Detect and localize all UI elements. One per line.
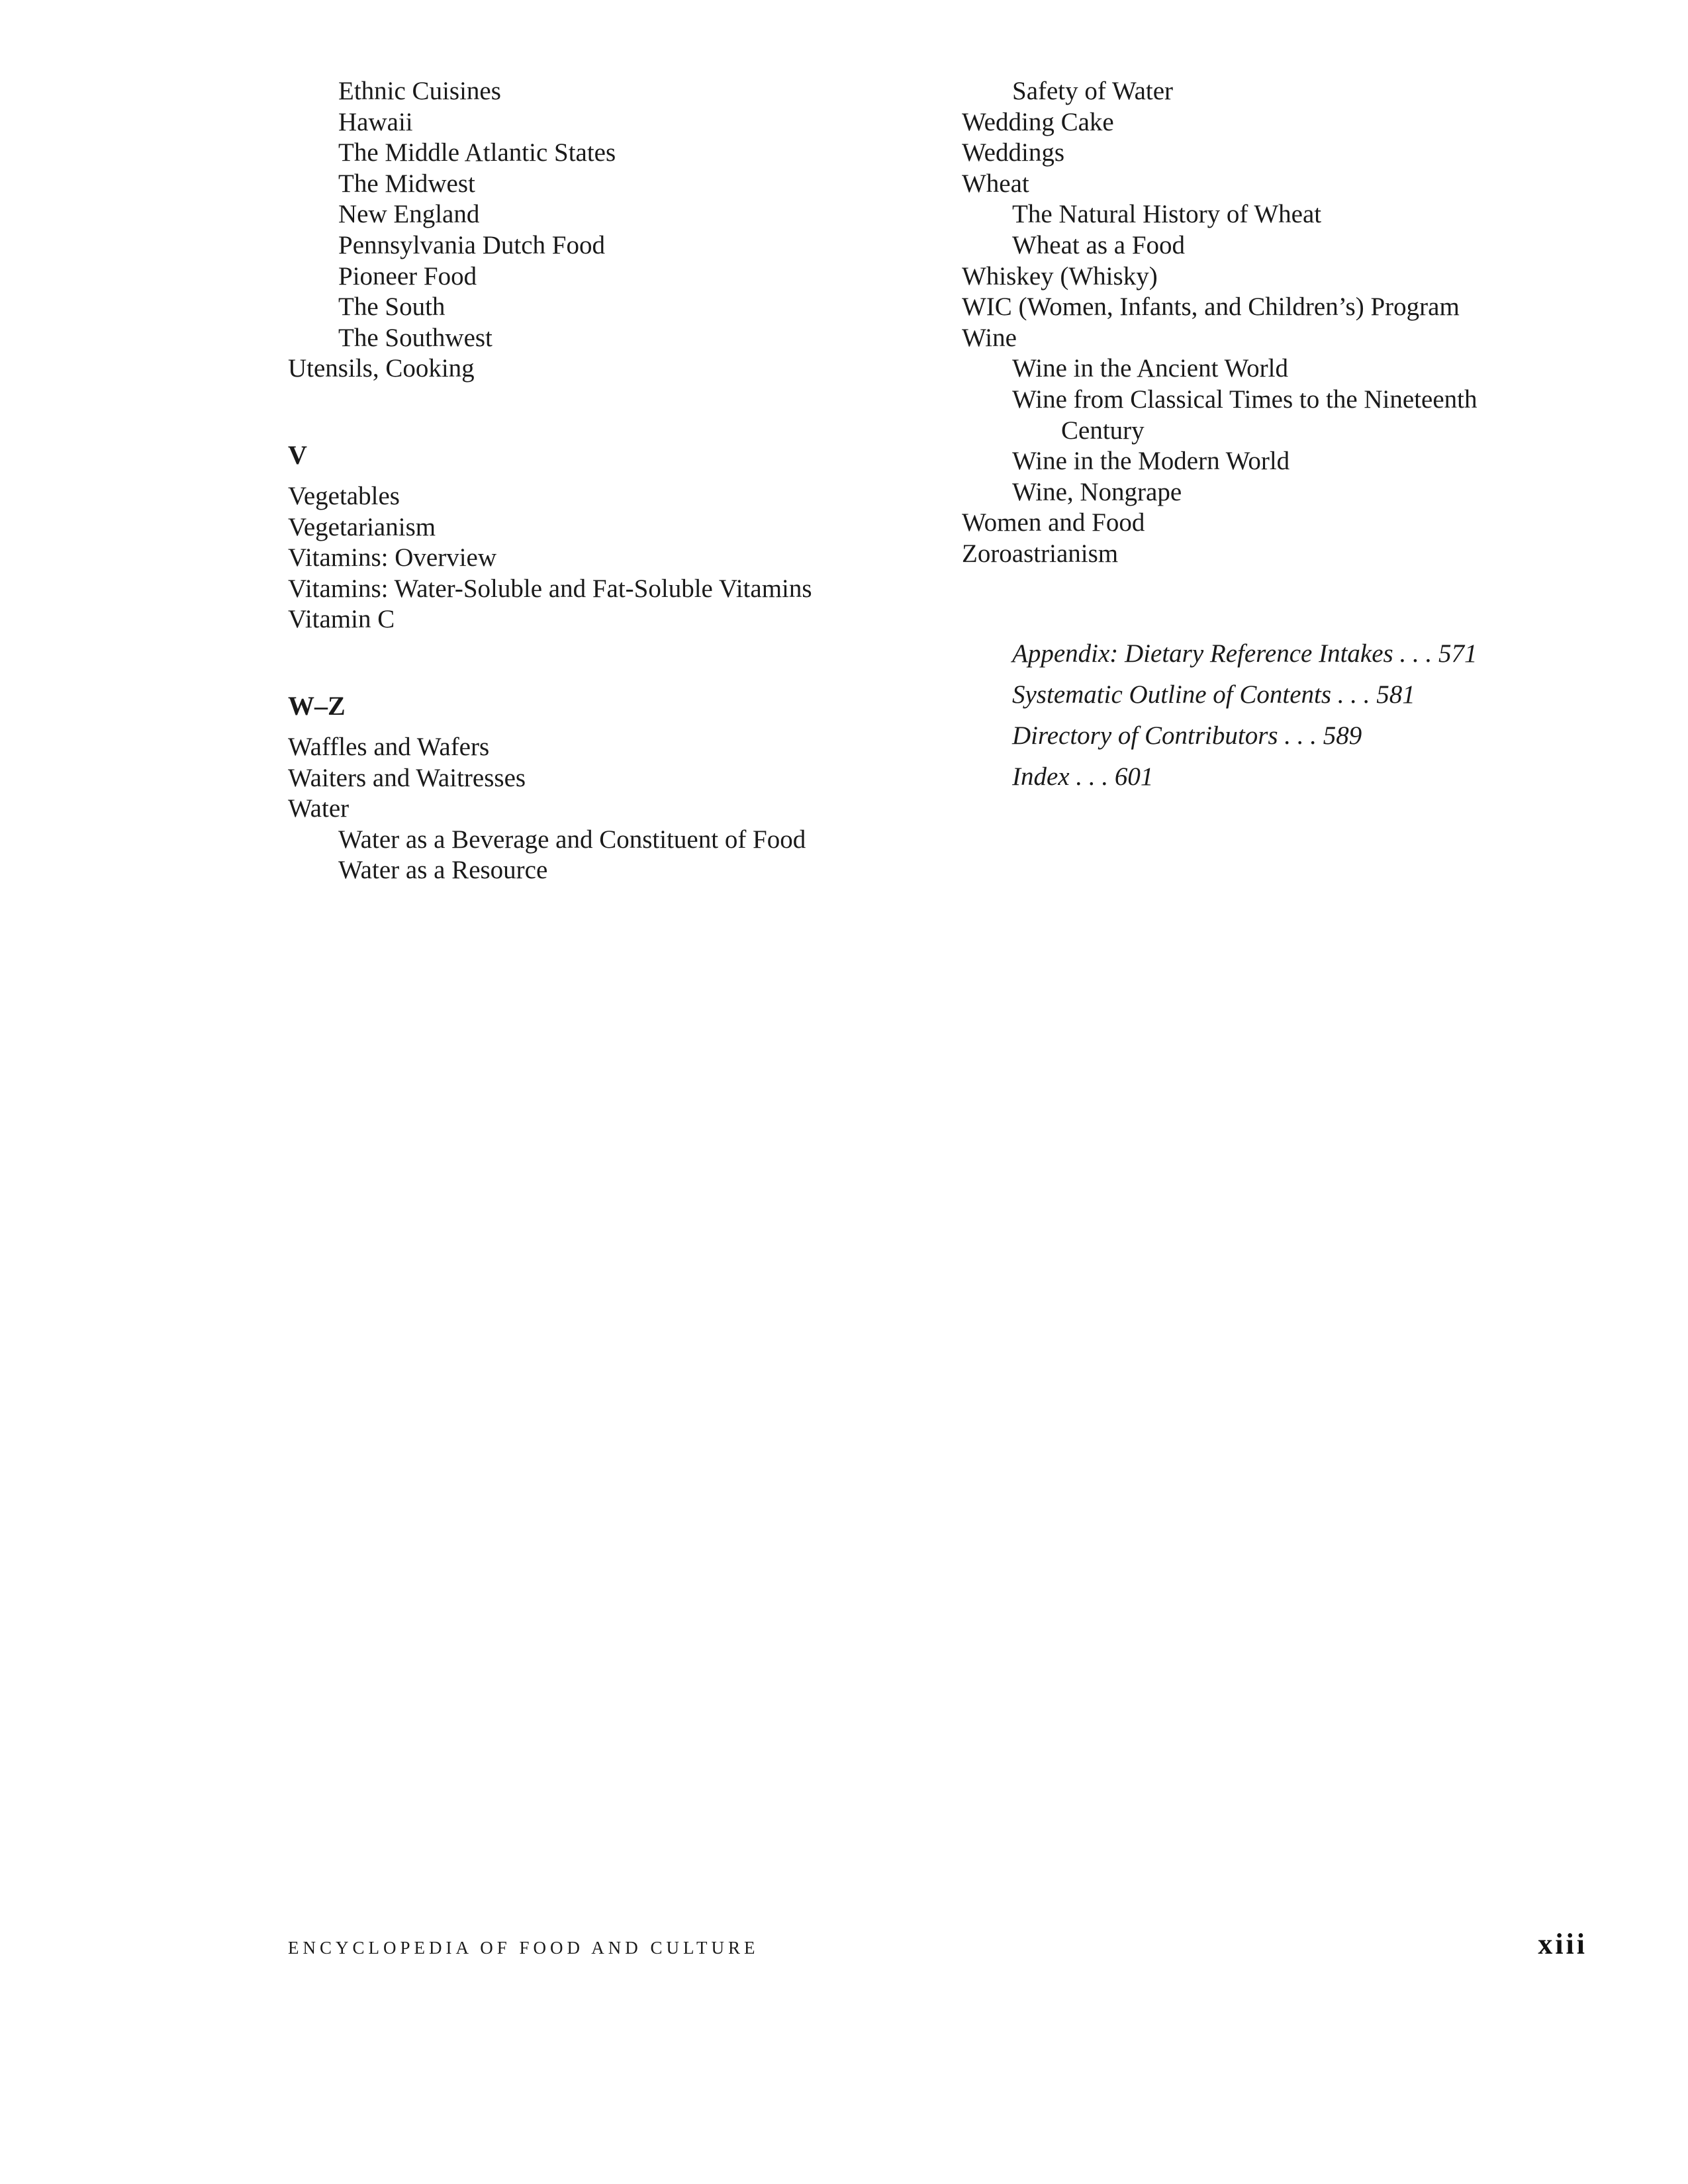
toc-subentry[interactable]: The Southwest: [338, 323, 492, 352]
toc-entry[interactable]: Women and Food: [962, 508, 1145, 537]
section-heading-v: V: [288, 439, 307, 470]
entry-group-w-z: [288, 732, 923, 886]
page-number: xiii: [1538, 1928, 1587, 1960]
toc-entry[interactable]: Vegetables: [288, 481, 400, 510]
toc-entry[interactable]: Vitamins: Overview: [288, 543, 497, 572]
toc-subentry[interactable]: The Middle Atlantic States: [338, 138, 616, 167]
toc-subentry[interactable]: Wine in the Ancient World: [1012, 354, 1288, 383]
toc-entry[interactable]: Waffles and Wafers: [288, 732, 490, 761]
toc-subentry[interactable]: Ethnic Cuisines: [338, 77, 501, 105]
back-matter-entry[interactable]: Appendix: Dietary Reference Intakes . . . 571: [1012, 639, 1477, 668]
toc-subentry[interactable]: The Midwest: [338, 169, 475, 198]
toc-entry[interactable]: Zoroastrianism: [962, 539, 1119, 568]
back-matter-entry[interactable]: Systematic Outline of Contents . . . 581: [1012, 680, 1415, 709]
toc-subentry[interactable]: Wheat as a Food: [1012, 230, 1186, 259]
toc-subentry[interactable]: New England: [338, 200, 480, 229]
toc-entry[interactable]: Vitamins: Water-Soluble and Fat-Soluble Vitamins: [288, 574, 812, 603]
toc-entry[interactable]: Weddings: [962, 138, 1065, 167]
toc-entry[interactable]: Wine: [962, 323, 1017, 352]
back-matter-entry[interactable]: Index . . . 601: [1012, 762, 1154, 791]
toc-subentry[interactable]: Wine in the Modern World: [1012, 447, 1290, 476]
section-gap: [288, 385, 923, 440]
toc-entry[interactable]: Whiskey (Whisky): [962, 261, 1158, 291]
toc-entry[interactable]: WIC (Women, Infants, and Children’s) Program: [962, 293, 1460, 322]
running-footer-title: ENCYCLOPEDIA OF FOOD AND CULTURE: [288, 1938, 759, 1958]
toc-entry[interactable]: Wheat: [962, 169, 1029, 198]
toc-entry[interactable]: Utensils, Cooking: [288, 354, 475, 383]
toc-subentry[interactable]: Water as a Resource: [338, 856, 548, 885]
back-matter-list: [962, 633, 1611, 797]
right-column: [962, 76, 1611, 797]
toc-subentry[interactable]: Water as a Beverage and Constituent of Food: [338, 825, 806, 854]
toc-subentry[interactable]: Hawaii: [338, 107, 413, 136]
toc-entry[interactable]: Waiters and Waitresses: [288, 763, 526, 792]
entry-group-u-continued: [288, 76, 923, 385]
back-matter-entry[interactable]: Directory of Contributors . . . 589: [1012, 721, 1362, 750]
section-gap: [288, 635, 923, 691]
toc-subentry[interactable]: Wine from Classical Times to the Nineteenth: [1012, 385, 1477, 414]
toc-subentry[interactable]: The South: [338, 293, 445, 322]
entry-group-w-continued: [962, 76, 1611, 570]
toc-subentry[interactable]: Century: [1061, 416, 1145, 445]
toc-entry[interactable]: Water: [288, 794, 350, 823]
toc-subentry[interactable]: Wine, Nongrape: [1012, 477, 1182, 506]
toc-subentry[interactable]: Pennsylvania Dutch Food: [338, 230, 605, 259]
toc-entry[interactable]: Vitamin C: [288, 605, 395, 634]
toc-subentry[interactable]: Pioneer Food: [338, 261, 477, 291]
toc-entry[interactable]: Vegetarianism: [288, 512, 436, 541]
entry-group-v: [288, 481, 923, 635]
section-heading-w-z: W–Z: [288, 690, 346, 721]
toc-subentry[interactable]: The Natural History of Wheat: [1012, 200, 1322, 229]
toc-entry[interactable]: Wedding Cake: [962, 107, 1114, 136]
toc-subentry[interactable]: Safety of Water: [1012, 77, 1174, 105]
left-column: [288, 76, 923, 886]
